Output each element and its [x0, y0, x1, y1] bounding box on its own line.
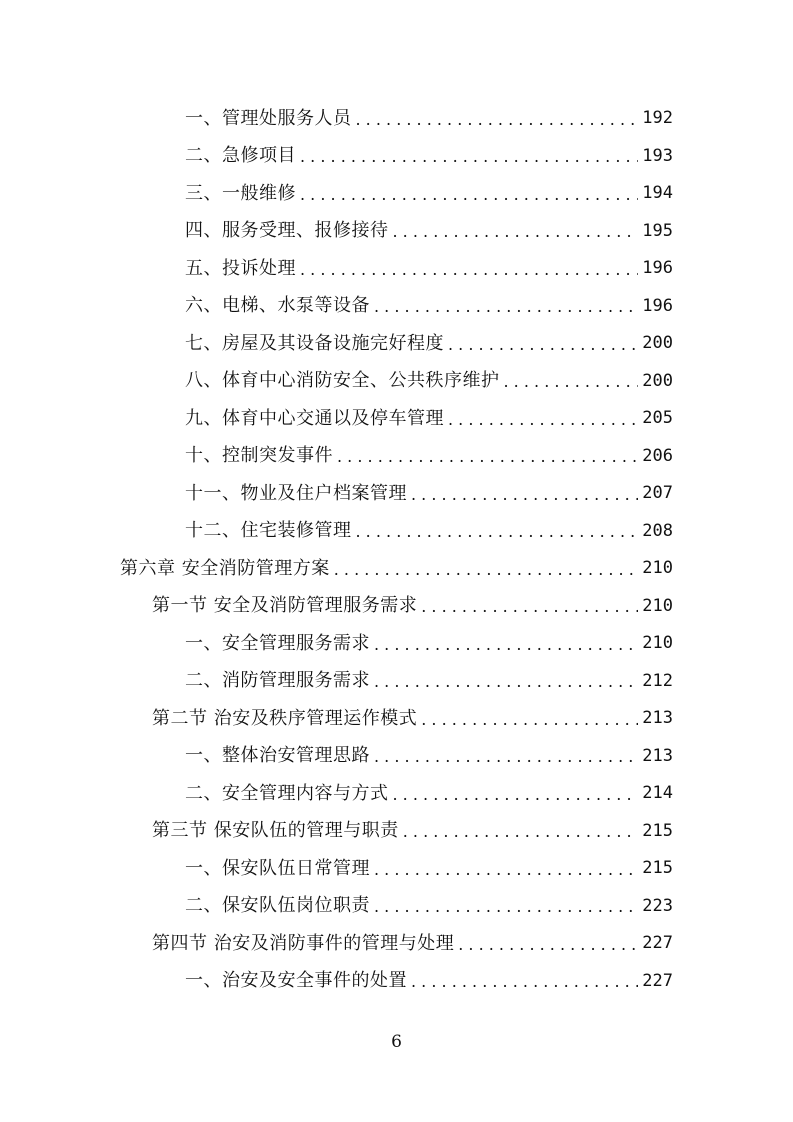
toc-entry-page: 212: [642, 670, 673, 691]
dot-leader: [411, 487, 638, 503]
toc-entry-page: 215: [642, 820, 673, 841]
toc-entry-page: 210: [642, 558, 673, 579]
toc-entry-title: 三、一般维修: [185, 182, 296, 204]
dot-leader: [421, 712, 638, 728]
toc-entry-page: 200: [642, 370, 673, 391]
dot-leader: [393, 224, 639, 240]
dot-leader: [421, 599, 638, 615]
toc-entry-page: 227: [642, 933, 673, 954]
dot-leader: [504, 374, 639, 390]
toc-entry-19[interactable]: [0, 813, 793, 851]
toc-section-title: 第一节 安全及消防管理服务需求: [152, 595, 418, 617]
dot-leader: [374, 299, 638, 315]
dot-leader: [300, 187, 638, 203]
dot-leader: [403, 824, 639, 840]
toc-entry-page: 205: [642, 408, 673, 429]
toc-section-title: 第四节 治安及消防事件的管理与处理: [152, 932, 455, 954]
dot-leader: [300, 262, 638, 278]
toc-entry-page: 210: [642, 633, 673, 654]
toc-entry-title: 二、保安队伍岗位职责: [185, 895, 370, 917]
toc-entry-title: 十二、住宅装修管理: [185, 520, 352, 542]
toc-entry-page: 227: [642, 970, 673, 991]
dot-leader: [448, 412, 638, 428]
dot-leader: [448, 337, 638, 353]
toc-entry-title: 七、房屋及其设备设施完好程度: [185, 332, 444, 354]
toc-section-title: 第三节 保安队伍的管理与职责: [152, 820, 399, 842]
page-number: 6: [391, 1032, 402, 1052]
dot-leader: [374, 899, 638, 915]
toc-entry-page: 214: [642, 783, 673, 804]
toc-entry-title: 一、安全管理服务需求: [185, 632, 370, 654]
toc-entry-title: 一、整体治安管理思路: [185, 745, 370, 767]
toc-entry-23[interactable]: [0, 963, 793, 1001]
toc-entry-22[interactable]: [0, 925, 793, 963]
toc-entry-title: 十、控制突发事件: [185, 445, 333, 467]
toc-entry-18[interactable]: [0, 775, 793, 813]
toc-section-title: 第二节 治安及秩序管理运作模式: [152, 707, 418, 729]
toc-entry-0[interactable]: [0, 100, 793, 138]
toc-entry-page: 223: [642, 895, 673, 916]
toc-entry-15[interactable]: [0, 663, 793, 701]
toc-entry-page: 213: [642, 708, 673, 729]
toc-entry-11[interactable]: [0, 513, 793, 551]
dot-leader: [374, 637, 638, 653]
toc-entry-21[interactable]: [0, 888, 793, 926]
toc-entry-8[interactable]: [0, 400, 793, 438]
toc-entry-title: 九、体育中心交通以及停车管理: [185, 407, 444, 429]
toc-entry-20[interactable]: [0, 850, 793, 888]
toc-entry-title: 四、服务受理、报修接待: [185, 220, 389, 242]
dot-leader: [411, 974, 638, 990]
toc-entry-title: 十一、物业及住户档案管理: [185, 482, 407, 504]
toc-entry-page: 195: [642, 220, 673, 241]
toc-entry-3[interactable]: [0, 213, 793, 251]
toc-entry-13[interactable]: [0, 588, 793, 626]
toc-entry-5[interactable]: [0, 288, 793, 326]
dot-leader: [356, 524, 639, 540]
toc-entry-title: 二、消防管理服务需求: [185, 670, 370, 692]
toc-entry-page: 194: [642, 183, 673, 204]
toc-entry-title: 五、投诉处理: [185, 257, 296, 279]
toc-entry-16[interactable]: [0, 700, 793, 738]
dot-leader: [458, 937, 638, 953]
toc-entry-title: 一、保安队伍日常管理: [185, 857, 370, 879]
toc-entry-1[interactable]: [0, 138, 793, 176]
dot-leader: [356, 112, 639, 128]
toc-entry-14[interactable]: [0, 625, 793, 663]
toc-entry-page: 208: [642, 520, 673, 541]
toc-entry-page: 192: [642, 108, 673, 129]
toc-entry-page: 206: [642, 445, 673, 466]
toc-entry-title: 八、体育中心消防安全、公共秩序维护: [185, 370, 500, 392]
toc-entry-10[interactable]: [0, 475, 793, 513]
toc-entry-page: 215: [642, 858, 673, 879]
dot-leader: [334, 562, 639, 578]
toc-entry-4[interactable]: [0, 250, 793, 288]
toc-entry-6[interactable]: [0, 325, 793, 363]
toc-entry-2[interactable]: [0, 175, 793, 213]
dot-leader: [393, 787, 639, 803]
toc-entry-page: 196: [642, 258, 673, 279]
toc-entry-9[interactable]: [0, 438, 793, 476]
toc-entry-title: 一、管理处服务人员: [185, 107, 352, 129]
dot-leader: [337, 449, 638, 465]
toc-entry-page: 196: [642, 295, 673, 316]
toc-entry-17[interactable]: [0, 738, 793, 776]
dot-leader: [374, 674, 638, 690]
toc-entry-title: 二、安全管理内容与方式: [185, 782, 389, 804]
toc-entry-page: 210: [642, 595, 673, 616]
toc-entry-page: 193: [642, 145, 673, 166]
toc-entry-7[interactable]: [0, 363, 793, 401]
toc-entry-title: 二、急修项目: [185, 145, 296, 167]
toc-entry-12[interactable]: [0, 550, 793, 588]
dot-leader: [374, 862, 638, 878]
toc-entry-title: 六、电梯、水泵等设备: [185, 295, 370, 317]
table-of-contents: [0, 100, 793, 1000]
toc-chapter-title: 第六章 安全消防管理方案: [120, 557, 330, 579]
toc-entry-page: 200: [642, 333, 673, 354]
toc-entry-page: 207: [642, 483, 673, 504]
dot-leader: [374, 749, 638, 765]
dot-leader: [300, 149, 638, 165]
toc-entry-title: 一、治安及安全事件的处置: [185, 970, 407, 992]
toc-entry-page: 213: [642, 745, 673, 766]
